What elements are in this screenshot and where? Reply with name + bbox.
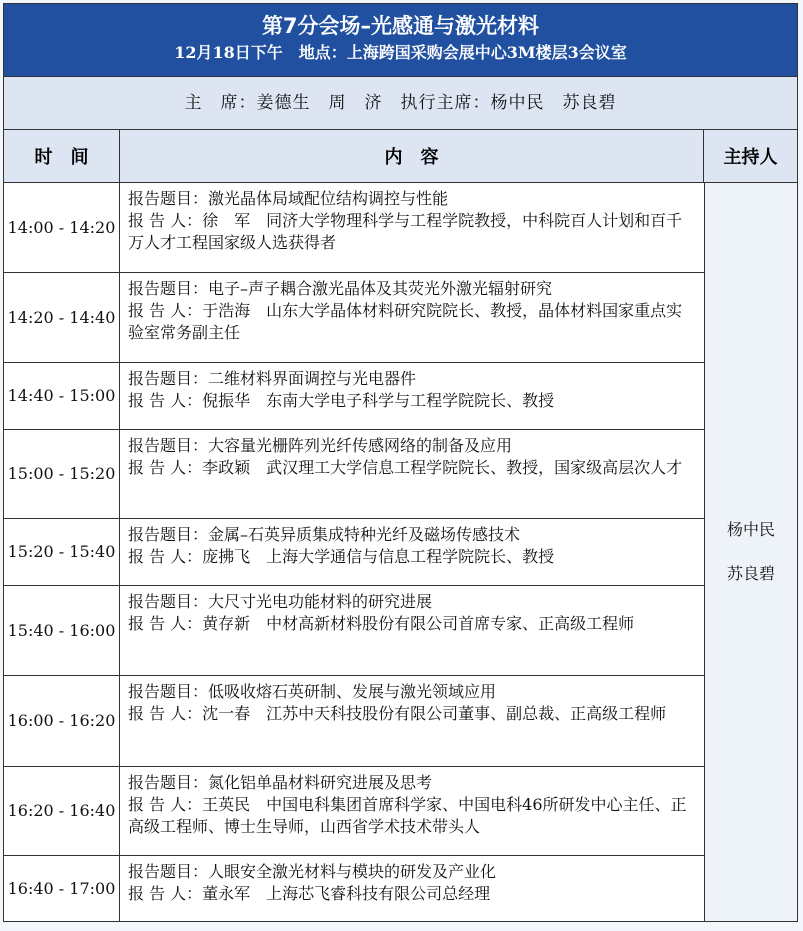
table-row [4,363,704,430]
talk-title: 报告题目：大容量光栅阵列光纤传感网络的制备及应用 [128,435,513,455]
talk-time: 14:20 - 14:40 [4,273,120,363]
talk-title: 报告题目：激光晶体局域配位结构调控与性能 [128,189,449,208]
talk-content [120,430,704,519]
talk-speaker: 报 告 人：倪振华 东南大学电子科学与工程学院院长、教授 [128,391,555,410]
talk-title: 报告题目：大尺寸光电功能材料的研究进展 [128,591,433,611]
talk-time: 14:40 - 15:00 [4,363,120,429]
host-name: 苏良碧 [726,563,775,583]
talk-speaker: 报 告 人：徐 军 同济大学物理科学与工程学院教授，中科院百人计划和百千万人才工程国家级人选获得者 [128,211,683,252]
session-subtitle: 12月18日下午 地点：上海跨国采购会展中心3M楼层3会议室 [174,43,627,62]
talk-speaker: 报 告 人：黄存新 中材高新材料股份有限公司首席专家、正高级工程师 [128,613,635,633]
talk-speaker: 报 告 人：董永军 上海芯飞睿科技有限公司总经理 [128,884,491,903]
talk-title: 报告题目：金属–石英异质集成特种光纤及磁场传感技术 [128,525,521,544]
table-row [4,273,704,364]
host-cell [704,183,797,921]
talk-speaker: 报 告 人：沈一春 江苏中天科技股份有限公司董事、副总裁、正高级工程师 [128,704,667,723]
table-row [4,430,704,520]
talk-time: 16:40 - 17:00 [4,856,120,921]
table-row [4,519,704,586]
talk-time: 14:00 - 14:20 [4,183,120,272]
talk-time: 15:20 - 15:40 [4,519,120,585]
column-header-host: 主持人 [723,147,778,168]
column-headers [4,130,797,183]
talk-time: 15:00 - 15:20 [4,430,120,519]
schedule-table [3,3,798,922]
session-title: 第7分会场–光感通与激光材料 [261,14,540,38]
talk-content [120,676,704,766]
talk-time: 16:20 - 16:40 [4,767,120,856]
table-row [4,767,704,857]
talk-content [120,586,704,676]
table-row [4,183,704,273]
talk-title: 报告题目：二维材料界面调控与光电器件 [128,369,417,388]
talk-title: 报告题目：人眼安全激光材料与模块的研发及产业化 [128,862,497,881]
host-name: 杨中民 [726,519,775,539]
talk-speaker: 报 告 人：于浩海 山东大学晶体材料研究院院长、教授，晶体材料国家重点实验室常务副主任 [128,300,683,342]
talk-title: 报告题目：电子–声子耦合激光晶体及其荧光外激光辐射研究 [128,278,553,298]
chairs-row: 主 席：姜德生 周 济 执行主席：杨中民 苏良碧 [4,77,797,130]
table-row [4,856,704,921]
talk-speaker: 报 告 人：李政颖 武汉理工大学信息工程学院院长、教授，国家级高层次人才 [128,457,683,477]
talk-title: 报告题目：低吸收熔石英研制、发展与激光领域应用 [128,682,497,701]
talk-speaker: 报 告 人：王英民 中国电科集团首席科学家、中国电科46所研发中心主任、正高级工程师、博士生导师，山西省学术技术带头人 [128,794,687,836]
talk-speaker: 报 告 人：庞拂飞 上海大学通信与信息工程学院院长、教授 [128,547,555,566]
column-header-time: 时 间 [4,130,120,182]
talk-time: 16:00 - 16:20 [4,676,120,766]
talk-content [120,363,704,429]
table-row [4,586,704,677]
talk-title: 报告题目：氮化铝单晶材料研究进展及思考 [128,772,433,792]
talk-content [120,273,704,363]
talk-time: 15:40 - 16:00 [4,586,120,676]
talk-content [120,519,704,585]
talk-rows [4,183,704,921]
talk-content [120,767,704,856]
talk-content [120,856,704,921]
table-row [4,676,704,767]
session-header [4,4,797,77]
talk-content [120,183,704,272]
column-header-content: 内 容 [120,130,704,182]
